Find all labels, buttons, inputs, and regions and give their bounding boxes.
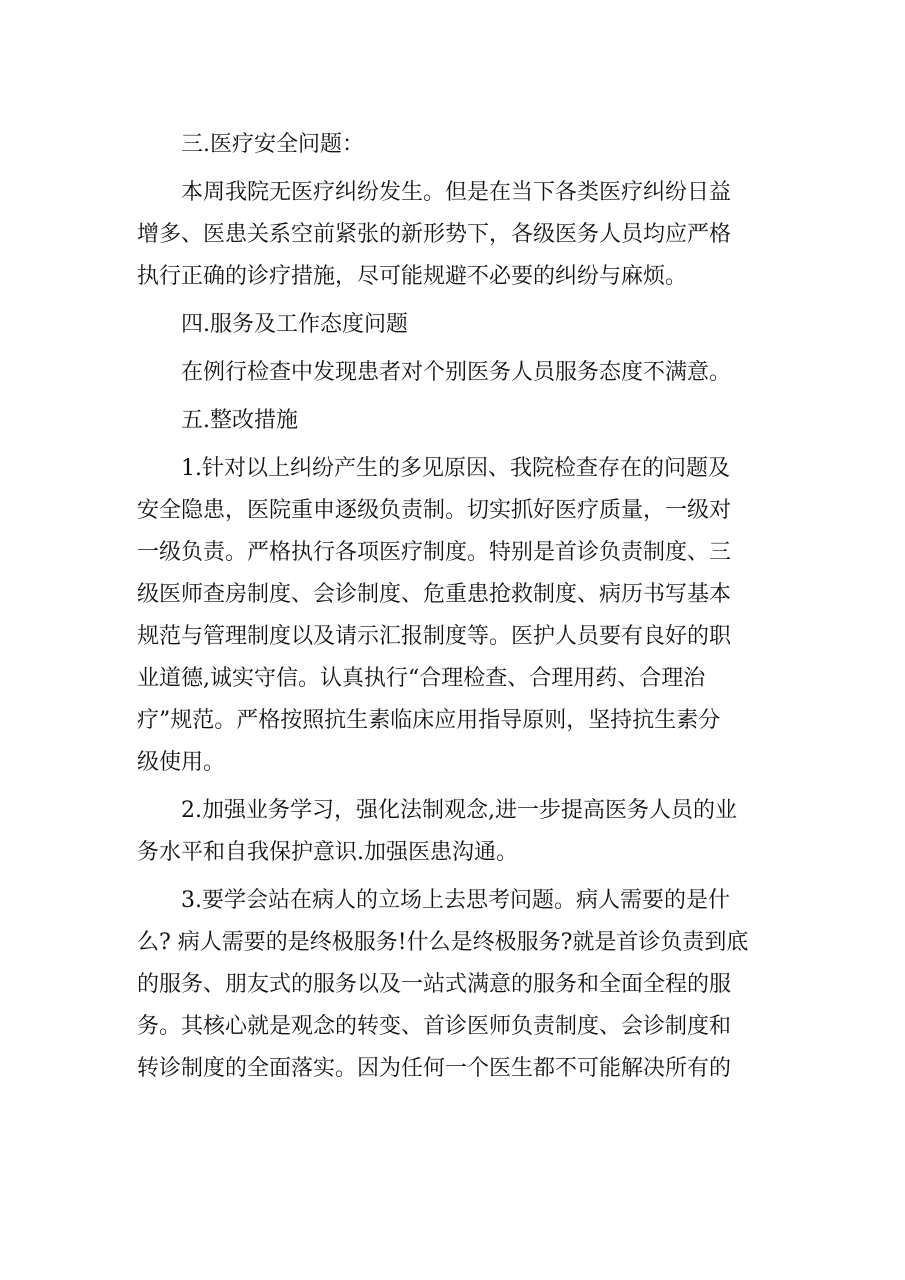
section-heading-service-attitude <box>137 304 777 346</box>
text-line: 务。其核心就是观念的转变、首诊医师负责制度、会诊制度和 <box>137 1014 732 1039</box>
section-heading-corrective-measures <box>137 400 777 442</box>
text-line: 三.医疗安全问题： <box>181 132 364 157</box>
text-line: 3.要学会站在病人的立场上去思考问题。病人需要的是什 <box>181 888 730 913</box>
text-line: 的服务、朋友式的服务以及一站式满意的服务和全面全程的服 <box>137 972 732 997</box>
text-line: 疗”规范。严格按照抗生素临床应用指导原则，坚持抗生素分 <box>137 708 721 733</box>
text-line: 业道德,诚实守信。认真执行“合理检查、合理用药、合理治 <box>137 666 706 691</box>
document-body <box>137 124 777 1096</box>
section-heading-medical-safety <box>137 124 777 166</box>
text-line: 在例行检查中发现患者对个别医务人员服务态度不满意。 <box>181 360 732 385</box>
paragraph-measure-3 <box>137 880 777 1090</box>
text-line: 执行正确的诊疗措施，尽可能规避不必要的纠纷与麻烦。 <box>137 264 688 289</box>
text-line: 规范与管理制度以及请示汇报制度等。医护人员要有良好的职 <box>137 624 732 649</box>
text-line: 增多、医患关系空前紧张的新形势下，各级医务人员均应严格 <box>137 222 732 247</box>
text-line: 级医师查房制度、会诊制度、危重患抢救制度、病历书写基本 <box>137 582 732 607</box>
text-line: 五.整改措施 <box>181 408 298 433</box>
text-line: 级使用。 <box>137 750 226 775</box>
paragraph-measure-1 <box>137 448 777 784</box>
text-line: 转诊制度的全面落实。因为任何一个医生都不可能解决所有的 <box>137 1056 732 1081</box>
text-line: 安全隐患，医院重申逐级负责制。切实抓好医疗质量，一级对 <box>137 498 732 523</box>
paragraph-medical-disputes <box>137 172 777 298</box>
text-line: 本周我院无医疗纠纷发生。但是在当下各类医疗纠纷日益 <box>181 180 732 205</box>
paragraph-service-attitude <box>137 352 777 394</box>
paragraph-measure-2 <box>137 790 777 874</box>
text-line: 么? 病人需要的是终极服务!什么是终极服务?就是首诊负责到底 <box>137 930 749 955</box>
text-line: 一级负责。严格执行各项医疗制度。特别是首诊负责制度、三 <box>137 540 732 565</box>
text-line: 1.针对以上纠纷产生的多见原因、我院检查存在的问题及 <box>181 456 730 481</box>
text-line: 2.加强业务学习，强化法制观念,进一步提高医务人员的业 <box>181 798 737 823</box>
text-line: 四.服务及工作态度问题 <box>181 312 408 337</box>
text-line: 务水平和自我保护意识.加强医患沟通。 <box>137 840 518 865</box>
